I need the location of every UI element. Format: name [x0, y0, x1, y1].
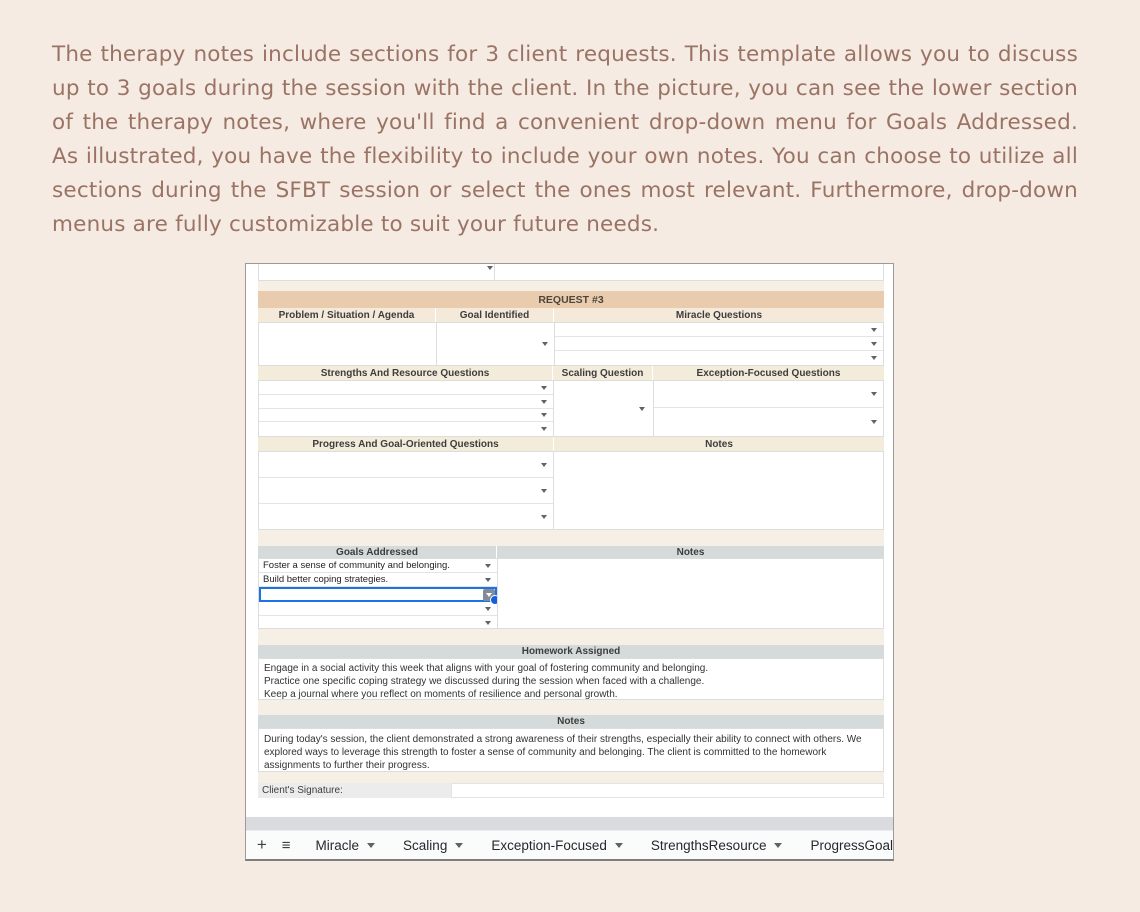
progress-row[interactable] — [259, 452, 553, 478]
horizontal-scrollbar[interactable] — [246, 817, 893, 830]
homework-assigned-header: Homework Assigned — [258, 645, 884, 658]
header-miracle-questions: Miracle Questions — [675, 309, 763, 321]
dropdown-arrow-icon[interactable] — [541, 463, 547, 467]
progress-row[interactable] — [259, 504, 553, 529]
header-goals-addressed: Goals Addressed — [258, 546, 497, 558]
goal-value: Foster a sense of community and belonging. — [263, 560, 450, 571]
header-row-1 — [258, 308, 884, 322]
tab-label: Miracle — [315, 837, 360, 853]
goal-row-4[interactable] — [259, 602, 497, 616]
dropdown-arrow-icon[interactable] — [871, 420, 877, 424]
header-notes: Notes — [705, 438, 733, 450]
exception-row[interactable] — [654, 408, 883, 436]
notes-section-cell[interactable]: During today's session, the client demonstrated a strong awareness of their strengths, especially their ability to connect with others. We explored ways to leverage this strength to foster a sense of community and belonging. The client is committed to the homework assignments to further their progress. — [258, 728, 884, 772]
tab-miracle[interactable] — [316, 838, 376, 853]
section-gap — [258, 530, 884, 546]
strengths-row[interactable] — [259, 422, 553, 436]
dropdown-arrow-icon[interactable] — [541, 515, 547, 519]
header-exception-focused: Exception-Focused Questions — [696, 367, 841, 379]
header-strengths-resource: Strengths And Resource Questions — [258, 366, 553, 380]
section-gap — [258, 700, 884, 715]
tab-progressgoal[interactable] — [810, 838, 893, 853]
homework-line: Engage in a social activity this week that aligns with your goal of fostering community and belonging. — [264, 663, 709, 674]
goal-row-3-selected[interactable] — [259, 587, 497, 602]
goal-identified-cell[interactable] — [436, 322, 555, 366]
tab-exception-focused[interactable] — [491, 838, 623, 853]
add-sheet-button[interactable]: + — [256, 835, 267, 854]
tab-dropdown-icon[interactable] — [367, 843, 375, 848]
dropdown-arrow-icon[interactable] — [541, 413, 547, 417]
tab-dropdown-icon[interactable] — [455, 843, 463, 848]
cell-divider — [494, 264, 495, 281]
goals-header-row — [258, 546, 884, 558]
client-signature-field[interactable] — [451, 783, 884, 798]
dropdown-arrow-icon[interactable] — [639, 407, 645, 411]
goal-row-5[interactable] — [259, 616, 497, 629]
goal-row-2[interactable] — [259, 573, 497, 587]
all-sheets-menu-button[interactable]: ≡ — [281, 836, 290, 854]
miracle-row[interactable] — [555, 337, 883, 351]
strengths-row[interactable] — [259, 409, 553, 422]
miracle-row[interactable] — [555, 323, 883, 337]
homework-assigned-cell[interactable] — [258, 658, 884, 700]
strengths-row[interactable] — [259, 395, 553, 409]
dropdown-arrow-icon[interactable] — [541, 489, 547, 493]
strengths-row[interactable] — [259, 381, 553, 395]
client-signature-label: Client's Signature: — [258, 783, 451, 798]
exception-focused-cells — [653, 380, 884, 437]
tab-dropdown-icon[interactable] — [615, 843, 623, 848]
homework-line: Keep a journal where you reflect on moments of resilience and personal growth. — [264, 689, 618, 700]
miracle-questions-cells — [554, 322, 884, 366]
dropdown-arrow-icon[interactable] — [541, 400, 547, 404]
header-progress-goal-oriented: Progress And Goal-Oriented Questions — [258, 437, 554, 451]
notes-section-header: Notes — [258, 715, 884, 728]
tab-label: Scaling — [403, 837, 448, 853]
section-gap — [258, 629, 884, 645]
dropdown-arrow-icon[interactable] — [871, 328, 877, 332]
dropdown-arrow-icon[interactable] — [871, 392, 877, 396]
dropdown-arrow-icon[interactable] — [871, 342, 877, 346]
header-scaling-question: Scaling Question — [553, 366, 653, 380]
section-gap — [258, 281, 884, 291]
sheet-grid — [258, 264, 884, 817]
exception-row[interactable] — [654, 381, 883, 408]
notes-cell-request3[interactable] — [553, 451, 884, 530]
homework-line: Practice one specific coping strategy we discussed during the session when faced with a challenge. — [264, 676, 705, 687]
tab-strengthsresource[interactable] — [651, 838, 783, 853]
goal-row-1[interactable] — [259, 559, 497, 573]
partial-row[interactable] — [258, 264, 884, 281]
header-row-2 — [258, 366, 884, 380]
header-goals-notes: Notes — [676, 546, 705, 558]
dropdown-arrow-icon[interactable] — [541, 386, 547, 390]
tab-label: Exception-Focused — [491, 837, 607, 853]
progress-question-cells — [258, 451, 554, 530]
intro-paragraph: The therapy notes include sections for 3 client requests. This template allows you to discuss up to 3 goals during the session with the client. In the picture, you can see the lower section of the therapy notes, where you'll find a convenient drop-down menu for Goals Addressed. As illustrated, you have the flexibility to include your own notes. You can choose to utilize all sections during the SFBT session or select the ones most relevant. Furthermore, drop-down menus are fully customizable to suit your future needs. — [52, 42, 1078, 237]
spreadsheet-window — [245, 263, 894, 861]
miracle-row[interactable] — [555, 351, 883, 365]
request-3-header: REQUEST #3 — [258, 291, 884, 308]
dropdown-arrow-icon[interactable] — [542, 342, 548, 346]
sheet-tab-bar — [246, 830, 893, 859]
tab-dropdown-icon[interactable] — [774, 843, 782, 848]
dropdown-arrow-icon[interactable] — [485, 564, 491, 568]
strengths-resource-cells — [258, 380, 554, 437]
dropdown-arrow-icon[interactable] — [871, 356, 877, 360]
goals-notes-cell[interactable] — [497, 558, 884, 629]
scaling-question-cell[interactable] — [553, 380, 654, 437]
tab-scaling[interactable] — [403, 838, 463, 853]
tab-label: StrengthsResource — [650, 837, 767, 853]
goal-value: Build better coping strategies. — [263, 574, 389, 585]
goals-addressed-cells — [258, 558, 498, 629]
dropdown-arrow-icon[interactable] — [485, 578, 491, 582]
dropdown-arrow-icon[interactable] — [485, 621, 491, 625]
progress-row[interactable] — [259, 478, 553, 504]
section-gap — [258, 772, 884, 783]
tab-label: ProgressGoal — [810, 837, 893, 853]
dropdown-arrow-icon[interactable] — [485, 607, 491, 611]
dropdown-arrow-icon[interactable] — [487, 266, 493, 270]
header-problem-situation-agenda: Problem / Situation / Agenda — [258, 308, 436, 322]
dropdown-arrow-icon[interactable] — [541, 427, 547, 431]
header-row-3 — [258, 437, 884, 451]
header-goal-identified: Goal Identified — [436, 308, 554, 322]
problem-cell[interactable] — [258, 322, 437, 366]
